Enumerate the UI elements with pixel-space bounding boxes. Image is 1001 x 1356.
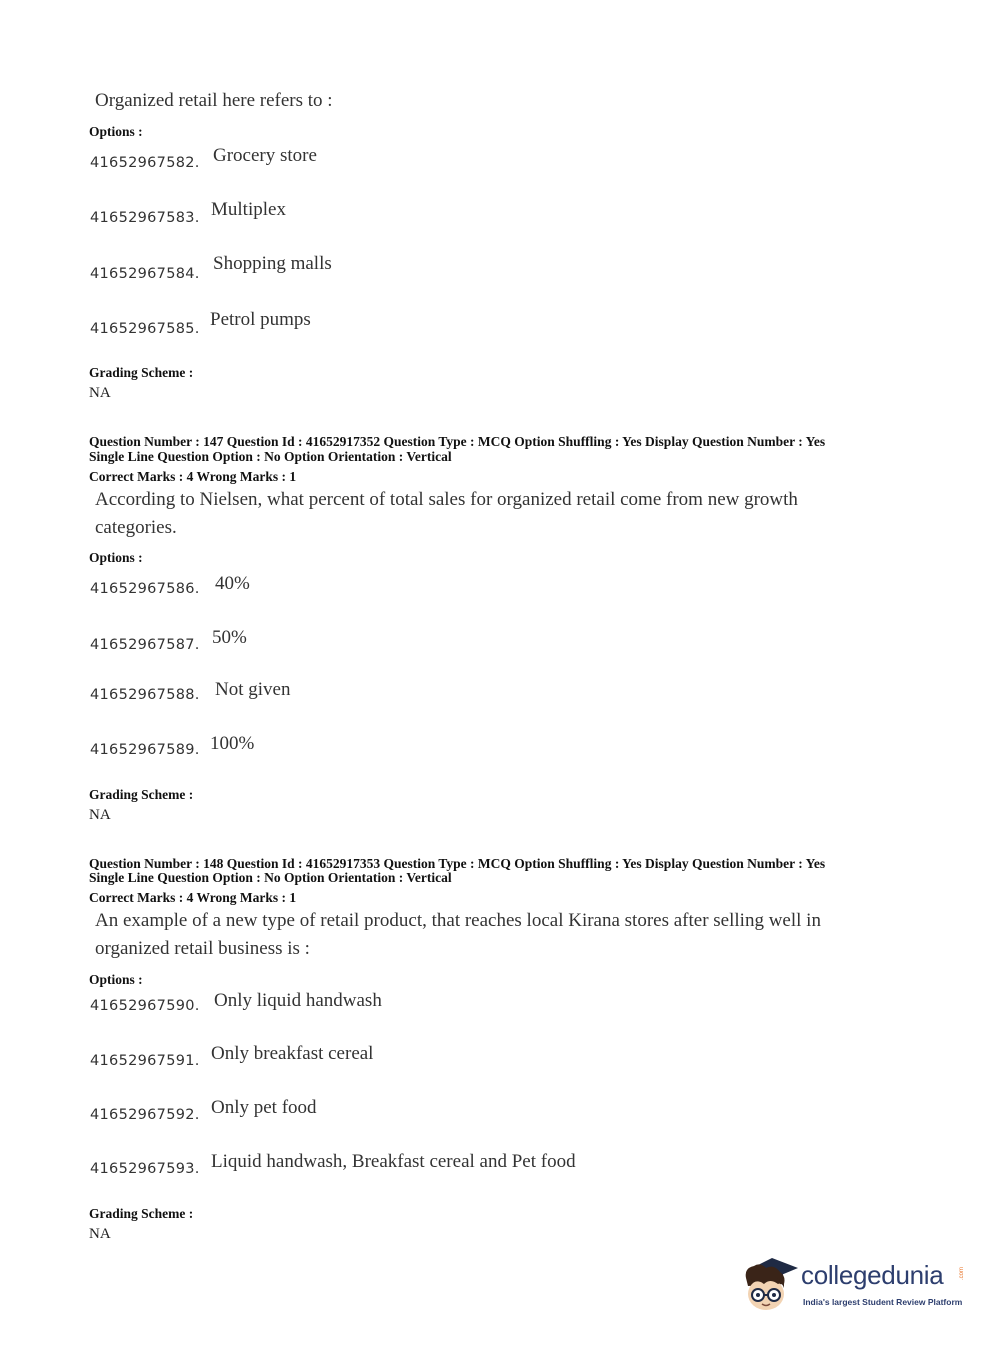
question-text: organized retail business is : xyxy=(95,938,310,959)
option-text: Shopping malls xyxy=(213,253,332,274)
student-mascot-icon xyxy=(740,1248,800,1318)
question-meta: Question Number : 148 Question Id : 41652917353 Question Type : MCQ Option Shuffling : Yes Display Question Number : Yes xyxy=(89,856,826,871)
options-label: Options : xyxy=(89,550,143,565)
options-label: Options : xyxy=(89,124,143,139)
option-id: 41652967592. xyxy=(90,1107,200,1123)
question-marks: Correct Marks : 4 Wrong Marks : 1 xyxy=(89,890,297,905)
option-id: 41652967590. xyxy=(90,998,200,1014)
collegedunia-logo[interactable] xyxy=(740,1248,970,1318)
grading-scheme-label: Grading Scheme : xyxy=(89,365,194,380)
question-text: Organized retail here refers to : xyxy=(95,90,333,111)
option-text: Liquid handwash, Breakfast cereal and Pet food xyxy=(211,1151,576,1172)
option-id: 41652967584. xyxy=(90,266,200,282)
option-text: Only liquid handwash xyxy=(214,990,382,1011)
option-text: Multiplex xyxy=(211,199,286,220)
grading-scheme-value: NA xyxy=(89,385,111,401)
option-id: 41652967583. xyxy=(90,210,200,226)
question-meta-options: Single Line Question Option : No Option Orientation : Vertical xyxy=(89,870,452,885)
question-meta: Question Number : 147 Question Id : 41652917352 Question Type : MCQ Option Shuffling : Yes Display Question Number : Yes xyxy=(89,434,826,449)
question-text: categories. xyxy=(95,517,177,538)
question-text: According to Nielsen, what percent of total sales for organized retail come from new growth xyxy=(95,489,798,510)
logo-dotcom: .com xyxy=(959,1266,965,1280)
grading-scheme-label: Grading Scheme : xyxy=(89,787,194,802)
option-text: 40% xyxy=(215,573,250,594)
logo-wordmark: collegedunia xyxy=(801,1260,944,1290)
option-text: Petrol pumps xyxy=(210,309,311,330)
options-label: Options : xyxy=(89,972,143,987)
option-id: 41652967589. xyxy=(90,742,200,758)
logo-tagline: India's largest Student Review Platform xyxy=(803,1297,963,1307)
option-text: 50% xyxy=(212,627,247,648)
grading-scheme-label: Grading Scheme : xyxy=(89,1206,194,1221)
option-id: 41652967585. xyxy=(90,321,200,337)
option-text: Only breakfast cereal xyxy=(211,1043,374,1064)
option-id: 41652967582. xyxy=(90,155,200,171)
question-meta-options: Single Line Question Option : No Option Orientation : Vertical xyxy=(89,449,452,464)
option-text: Grocery store xyxy=(213,145,317,166)
option-id: 41652967588. xyxy=(90,687,200,703)
option-id: 41652967586. xyxy=(90,581,200,597)
question-text: An example of a new type of retail product, that reaches local Kirana stores after selling well in xyxy=(95,910,821,931)
option-text: Not given xyxy=(215,679,291,700)
question-marks: Correct Marks : 4 Wrong Marks : 1 xyxy=(89,469,297,484)
grading-scheme-value: NA xyxy=(89,1226,111,1242)
option-id: 41652967593. xyxy=(90,1161,200,1177)
option-text: Only pet food xyxy=(211,1097,317,1118)
option-id: 41652967587. xyxy=(90,637,200,653)
grading-scheme-value: NA xyxy=(89,807,111,823)
option-id: 41652967591. xyxy=(90,1053,200,1069)
option-text: 100% xyxy=(210,733,255,754)
